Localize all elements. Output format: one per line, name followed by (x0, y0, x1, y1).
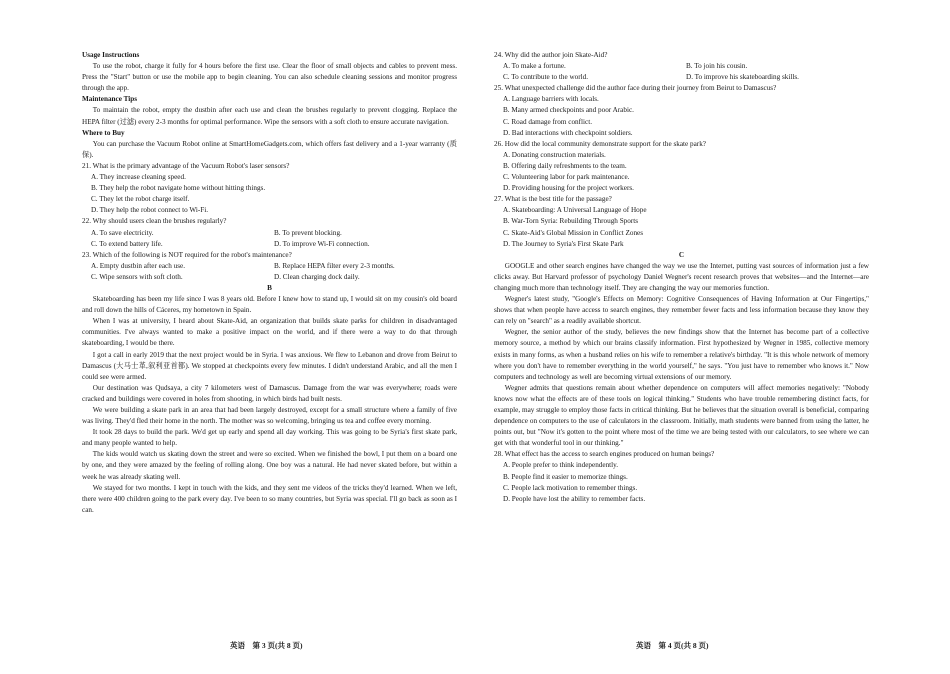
option-c: C. Volunteering labor for park maintenance. (503, 173, 630, 182)
options-row (82, 261, 457, 272)
option-a: A. Skateboarding: A Universal Language of Hope (503, 206, 647, 215)
option-b: B. Offering daily refreshments to the team. (503, 161, 627, 170)
option-d: D. Providing housing for the project workers. (503, 184, 634, 193)
question-stem: 28. What effect has the access to search engines produced on human beings? (494, 450, 715, 459)
options-row (82, 228, 457, 239)
options-row (494, 72, 869, 83)
page-footer: 英语 第 4 页(共 8 页) (636, 641, 709, 650)
option-a: A. Empty dustbin after each use. (91, 261, 186, 270)
passage-b-paragraph: Skateboarding has been my life since I was 8 years old. Before I knew how to stand up, I would sit on my cousin's old board and roll down the hills of Cáceres, my hometown in Spain. (82, 295, 457, 315)
option-a: A. To save electricity. (91, 228, 154, 237)
question-stem: 26. How did the local community demonstrate support for the skate park? (494, 139, 706, 148)
option-c: C. They let the robot charge itself. (91, 195, 190, 204)
option-b: B. To join his cousin. (686, 62, 748, 71)
options-row (82, 272, 457, 283)
passage-b-paragraph: When I was at university, I heard about Skate-Aid, an organization that builds skate parks for children in disadvantaged communities. I've always wanted to make a positive impact on the world, and if there were a way to do that through skateboarding, I would be there. (82, 317, 457, 348)
question-24 (494, 50, 869, 83)
maintenance-heading: Maintenance Tips (82, 95, 138, 104)
option-a: A. They increase cleaning speed. (91, 173, 186, 182)
option-c: C. Wipe sensors with soft cloth. (91, 272, 183, 281)
question-stem: 22. Why should users clean the brushes regularly? (82, 217, 227, 226)
passage-b-paragraph: I got a call in early 2019 that the next project would be in Syria. I was anxious. We flew to Lebanon and drove from Beirut to Damascus (大马士革,叙利亚首都). We stopped at checkpoints every few minutes. I didn't understand Arabic, and all the men I could see were armed. (82, 350, 457, 381)
section-c-heading: C (678, 250, 685, 259)
option-b: B. People find it easier to memorize things. (503, 472, 628, 481)
option-a: A. Language barriers with locals. (503, 95, 599, 104)
options-row (82, 239, 457, 250)
option-d: D. The Journey to Syria's First Skate Park (503, 239, 624, 248)
question-23 (82, 250, 457, 283)
option-d: D. Bad interactions with checkpoint soldiers. (503, 128, 633, 137)
question-21 (82, 161, 457, 216)
options-row (494, 61, 869, 72)
page-4 (494, 50, 869, 505)
passage-b-paragraph: The kids would watch us skating down the street and were so excited. When we finished the bowl, I put them on a board one by one, and they were amazed by the feeling of rolling along. One boy was a natural. He had never skated before, but within a week he was already skating well. (82, 450, 457, 481)
passage-c-paragraph: Wegner, the senior author of the study, believes the new findings show that the Internet has become part of a collective memory source, a method by which our brains classify information. First hypothesized by Wegner in 1985, collective memory exists in many forms, as when a husband relies on his wife to remember a relative's birthday. "It is this whole network of memory where you don't have to remember everything in the world yourself," he says. "You just have to remember who knows it." Now computers and technology as well are becoming virtual extensions of our memory. (494, 328, 869, 381)
question-25 (494, 83, 869, 138)
question-stem: 23. Which of the following is NOT required for the robot's maintenance? (82, 250, 292, 259)
section-b-heading: B (267, 283, 272, 292)
question-stem: 25. What unexpected challenge did the author face during their journey from Beirut to Damascus? (494, 84, 777, 93)
question-stem: 21. What is the primary advantage of the Vacuum Robot's laser sensors? (82, 161, 290, 170)
option-b: B. War-Torn Syria: Rebuilding Through Sports (503, 217, 639, 226)
passage-c-paragraph: Wegner admits that questions remain about whether dependence on computers will affect memories negatively: "Nobody knows now what the effects are of these tools on logical thinking." Students who have trouble remembering distinct facts, for example, may struggle to employ those facts in critical thinking. But he believes that the situation overall is beneficial, comparing dependence on computers to the use of calculators in the classroom. Initially, math students were banned from using the latter, he points out, but "Now it's gotten to the point where most of the time we are being tested with our calculators, to see where we can get with that wonderful tool in our thinking." (494, 383, 869, 448)
passage-b-paragraph: We were building a skate park in an area that had been largely destroyed, except for a small structure where a family of five was living. They'd fled their home in the north. The mother was so welcoming, bringing us tea and coffee every morning. (82, 406, 457, 426)
question-28 (494, 449, 869, 504)
question-stem: 27. What is the best title for the passage? (494, 195, 612, 204)
option-b: B. They help the robot navigate home without hitting things. (91, 184, 266, 193)
page-3 (82, 50, 457, 516)
option-c: C. Skate-Aid's Global Mission in Conflict Zones (503, 228, 644, 237)
option-c: C. To contribute to the world. (503, 73, 589, 82)
option-d: D. Clean charging dock daily. (274, 272, 360, 281)
option-a: A. To make a fortune. (503, 62, 566, 71)
question-stem: 24. Why did the author join Skate-Aid? (494, 51, 608, 59)
page-footer: 英语 第 3 页(共 8 页) (230, 641, 303, 650)
passage-b-paragraph: We stayed for two months. I kept in touch with the kids, and they sent me videos of the tricks they'd learned. When we left, there were 400 children going to the park every day. I've been to so many countries, but Syria was special. I'll go back as soon as I can. (82, 483, 457, 514)
option-d: D. They help the robot connect to Wi-Fi. (91, 206, 209, 215)
buy-heading: Where to Buy (82, 128, 125, 137)
maintenance-paragraph: To maintain the robot, empty the dustbin after each use and clean the brushes regularly to prevent clogging. Replace the HEPA filter (过滤) every 2-3 months for optimal performance. Wipe the sensors with a soft cloth to ensure accurate navigation. (82, 106, 457, 126)
option-a: A. People prefer to think independently. (503, 461, 619, 470)
buy-paragraph: You can purchase the Vacuum Robot online at SmartHomeGadgets.com, which offers fast delivery and a 1-year warranty (质保). (82, 139, 457, 159)
usage-heading: Usage Instructions (82, 51, 140, 59)
question-27 (494, 194, 869, 249)
option-b: B. To prevent blocking. (274, 228, 342, 237)
option-d: D. People have lost the ability to remember facts. (503, 494, 646, 503)
option-c: C. To extend battery life. (91, 239, 163, 248)
passage-b-paragraph: Our destination was Qudsaya, a city 7 kilometers west of Damascus. Damage from the war was everywhere; roads were cracked and buildings were covered in holes from shooting, in which birds had built nests. (82, 383, 457, 403)
option-d: D. To improve his skateboarding skills. (686, 73, 799, 82)
usage-paragraph: To use the robot, charge it fully for 4 hours before the first use. Clear the floor of small objects and cables to prevent mess. Press the "Start" button or use the mobile app to begin cleaning. You can also schedule cleaning sessions and monitor progress through the app. (82, 62, 457, 93)
passage-c-paragraph: GOOGLE and other search engines have changed the way we use the Internet, putting vast sources of information just a few clicks away. But Harvard professor of psychology Daniel Wegner's recent research proves that websites—and the Internet—are changing much more than technology itself. They are changing the way our memories function. (494, 261, 869, 292)
option-b: B. Replace HEPA filter every 2-3 months. (274, 261, 395, 270)
passage-b-paragraph: It took 28 days to build the park. We'd get up early and spend all day working. This was going to be Syria's first skate park, and many people wanted to help. (82, 428, 457, 448)
option-d: D. To improve Wi-Fi connection. (274, 239, 370, 248)
passage-c-paragraph: Wegner's latest study, "Google's Effects on Memory: Cognitive Consequences of Having Information at Our Fingertips," shows that when people have access to search engines, they remember fewer facts and less information because they know they can rely on "search" as a readily available shortcut. (494, 295, 869, 326)
question-26 (494, 139, 869, 194)
option-c: C. Road damage from conflict. (503, 117, 593, 126)
question-22 (82, 216, 457, 249)
option-c: C. People lack motivation to remember things. (503, 483, 638, 492)
option-a: A. Donating construction materials. (503, 150, 606, 159)
option-b: B. Many armed checkpoints and poor Arabic. (503, 106, 634, 115)
